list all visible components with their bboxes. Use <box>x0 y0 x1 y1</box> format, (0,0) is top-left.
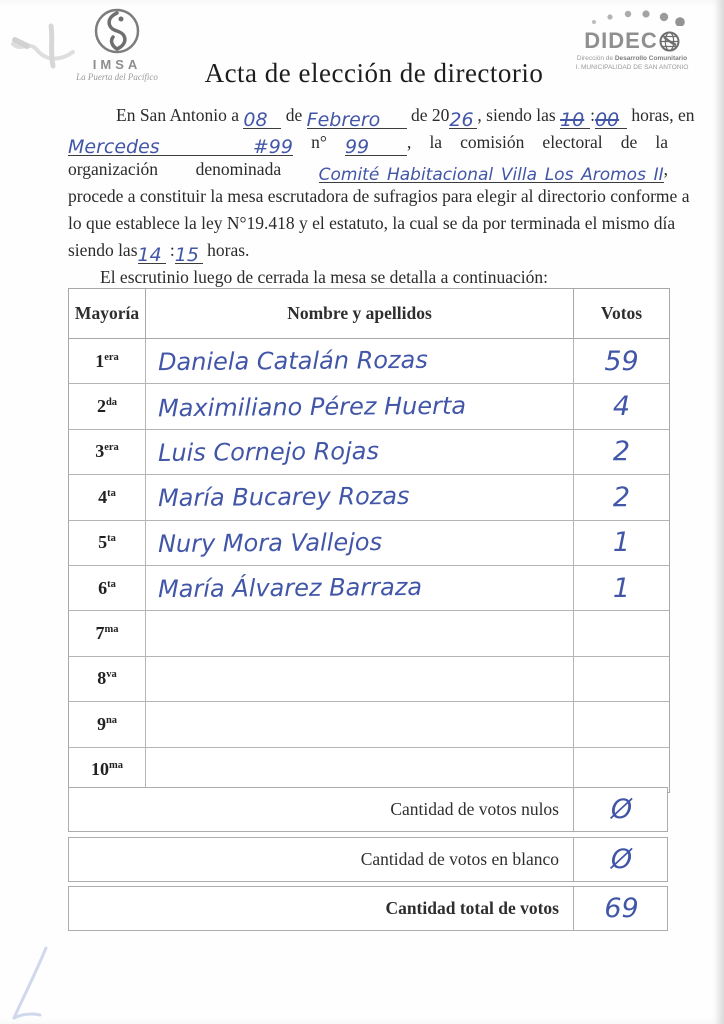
summary-row <box>68 837 668 882</box>
candidate-name-cell: María Álvarez Barraza <box>146 566 574 610</box>
summary-row <box>68 787 668 832</box>
table-row <box>69 748 669 792</box>
column-header-votes: Votos <box>600 303 643 323</box>
table-header-row <box>69 289 669 339</box>
table-body <box>69 339 669 792</box>
closing-hour-field: 14 <box>138 241 166 264</box>
table-row <box>69 566 669 611</box>
month-field: Febrero <box>307 106 407 129</box>
table-row <box>69 384 669 429</box>
candidate-name-cell: María Bucarey Rozas <box>146 475 574 519</box>
candidate-name-cell: Maximiliano Pérez Huerta <box>146 384 574 428</box>
imsa-emblem-icon <box>92 6 142 56</box>
votes-cell: 59 <box>604 345 639 377</box>
votes-cell <box>574 702 669 746</box>
votes-cell: 2 <box>612 481 631 513</box>
column-header-name: Nombre y apellidos <box>146 289 574 338</box>
table-row <box>69 702 669 747</box>
candidate-name-cell: Daniela Catalán Rozas <box>146 339 574 383</box>
votes-cell: 1 <box>612 527 631 559</box>
imsa-logo-text: IMSA <box>92 57 142 72</box>
rank-cell: 2 $^{da}$ <box>69 384 146 428</box>
candidate-name-cell <box>146 748 574 792</box>
summary-value-cell: 69 <box>604 893 639 924</box>
column-header-rank: Mayoría <box>69 289 146 338</box>
day-field: 08 <box>243 106 281 129</box>
candidate-name-cell <box>146 611 574 655</box>
results-table <box>68 288 670 793</box>
intro-line-1: En San Antonio a 08 de Febrero de 2026 , siendo las 10 :00 horas, en <box>116 105 695 131</box>
votes-cell: 1 <box>612 572 631 604</box>
summary-label: Cantidad de votos nulos <box>69 788 574 831</box>
opening-hour-field: 10 <box>560 106 590 129</box>
rank-cell: 3 $^{era}$ <box>69 430 146 474</box>
intro-line-5: lo que establece la ley N°19.418 y el estatuto, la cual se da por terminada el mismo día <box>68 213 676 233</box>
address-field: Mercedes #99 <box>68 133 293 156</box>
candidate-name-cell: Luis Cornejo Rojas <box>146 430 574 474</box>
summary-value-cell: Ø <box>610 794 633 825</box>
table-row <box>69 657 669 702</box>
votes-cell: 2 <box>612 436 631 468</box>
table-row <box>69 339 669 384</box>
organization-name-field: Comité Habitacional Villa Los Aromos II <box>319 160 664 183</box>
summary-label: Cantidad total de votos <box>69 887 574 930</box>
intro-paragraph <box>68 102 695 291</box>
intro-line-2: Mercedes #99 n° 99 , la comisión electoral de la <box>68 132 669 158</box>
imsa-tagline: La Puerta del Pacífico <box>76 72 158 82</box>
table-row <box>69 430 669 475</box>
table-row <box>69 521 669 566</box>
street-number-field: 99 <box>345 133 407 156</box>
globe-o-icon <box>659 31 680 52</box>
table-row <box>69 611 669 656</box>
year-field: 26 <box>449 106 477 129</box>
rank-cell: 7 $^{ma}$ <box>69 611 146 655</box>
rank-cell: 8 $^{va}$ <box>69 657 146 701</box>
intro-line-6: siendo las14 :15 horas. <box>68 240 250 266</box>
rank-cell: 4 $^{ta}$ <box>69 475 146 519</box>
rank-cell: 6 $^{ta}$ <box>69 566 146 610</box>
rank-cell: 5 $^{ta}$ <box>69 521 146 565</box>
dideco-logo-text: DIDEC <box>584 28 658 53</box>
votes-cell: 4 <box>612 391 631 423</box>
scan-edge-shadow <box>714 0 724 1024</box>
dideco-dots-arc <box>572 10 692 26</box>
candidate-name-cell: Nury Mora Vallejos <box>146 521 574 565</box>
votes-cell <box>574 657 669 701</box>
intro-line-7: El escrutinio luego de cerrada la mesa se detalla a continuación: <box>100 267 549 287</box>
table-row <box>69 475 669 520</box>
intro-line-3: organización denominada Comité Habitacional Villa Los Aromos II, <box>68 159 668 185</box>
dideco-subtitle-line2: I. MUNICIPALIDAD DE SAN ANTONIO <box>575 64 689 71</box>
candidate-name-cell <box>146 702 574 746</box>
votes-cell <box>574 611 669 655</box>
summary-row <box>68 886 668 931</box>
intro-line-4: procede a constituir la mesa escrutadora de sufragios para elegir al directorio conforme a <box>68 186 690 206</box>
candidate-name-cell <box>146 657 574 701</box>
opening-minute-field: 00 <box>595 106 627 129</box>
closing-minute-field: 15 <box>175 241 203 264</box>
votes-cell <box>574 748 669 792</box>
rank-cell: 1 $^{era}$ <box>69 339 146 383</box>
summary-value-cell: Ø <box>610 843 633 875</box>
summary-label: Cantidad de votos en blanco <box>69 838 574 881</box>
rank-cell: 9 $^{na}$ <box>69 702 146 746</box>
pen-stroke-mark <box>2 944 72 1024</box>
document-title: Acta de elección de directorio <box>204 58 544 88</box>
dideco-subtitle-line1: Dirección de Desarrollo Comunitario <box>576 55 688 62</box>
vote-summary <box>68 787 668 936</box>
rank-cell: 10 $^{ma}$ <box>69 748 146 792</box>
